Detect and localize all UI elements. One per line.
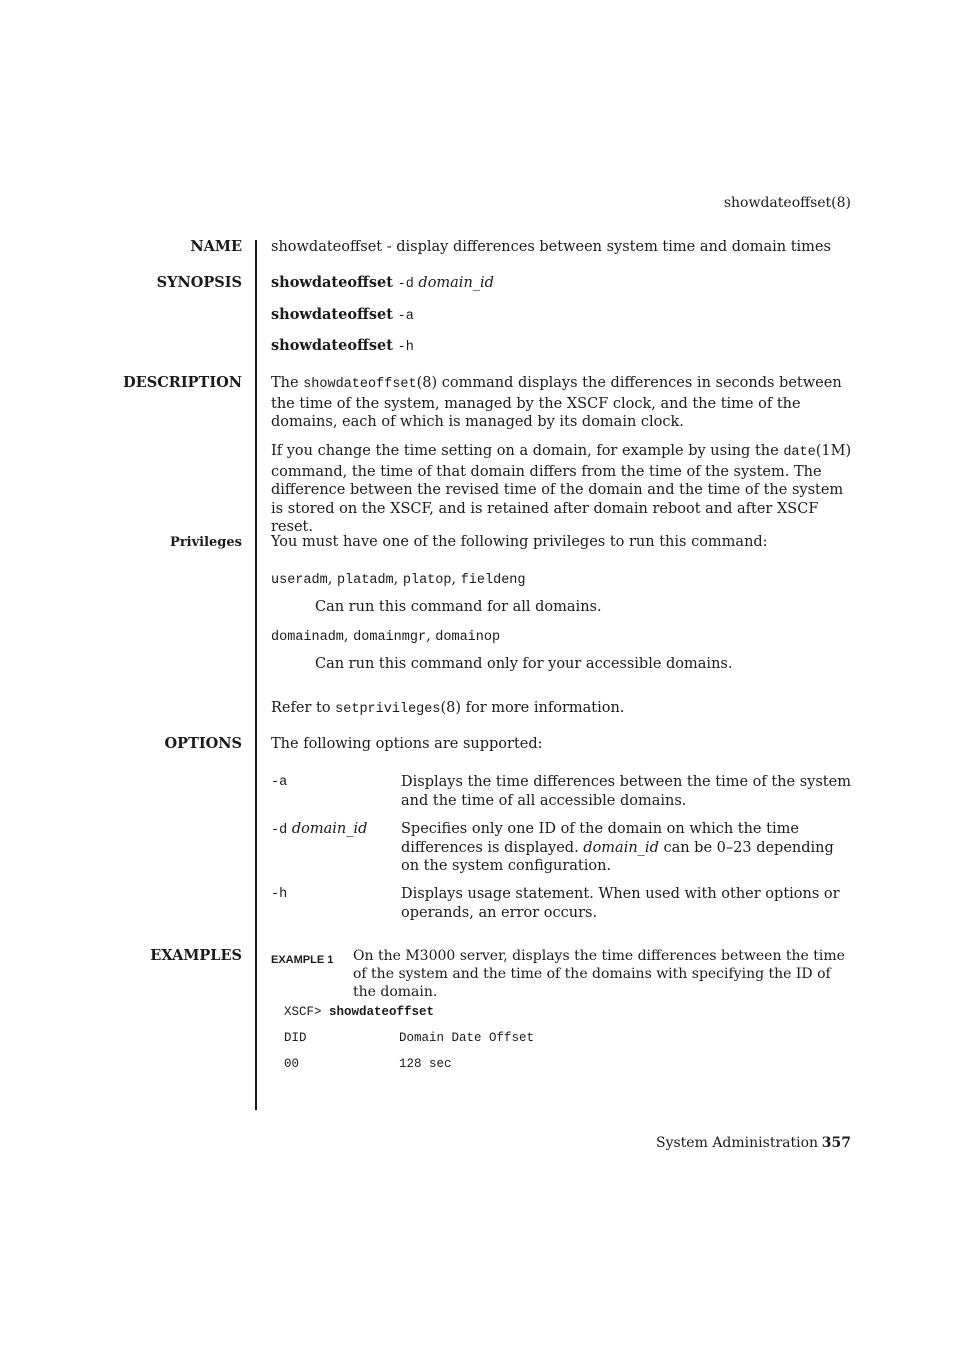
inline-code: setprivileges bbox=[335, 702, 441, 717]
subsection-heading-privileges: Privileges bbox=[170, 535, 242, 550]
privileges-intro: You must have one of the following privileges to run this command: bbox=[271, 534, 768, 550]
text-run: (8) command displays the differences in seconds between the time of the system, managed by the XSCF clock, and the time of the domains, each of which is managed by its domain clock. bbox=[271, 375, 842, 430]
text-run: Specifies only one ID of the domain on which the time differences is displayed. bbox=[401, 821, 799, 856]
description-paragraph-1 bbox=[271, 374, 853, 432]
example-command: showdateoffset bbox=[329, 1005, 435, 1019]
privilege-group-1-description: Can run this command for all domains. bbox=[315, 599, 602, 615]
option-flag-h: -h bbox=[271, 887, 288, 902]
text-run: (1M) command, the time of that domain differs from the time of the system. The difference between the revised time of the domain and the time of the system is stored on the XSCF, and is retained after domain reboot and after XSCF reset. bbox=[271, 443, 852, 535]
running-header: showdateoffset(8) bbox=[723, 195, 851, 211]
privilege-name: platadm bbox=[336, 573, 394, 588]
text-run: The bbox=[271, 375, 304, 391]
section-heading-name: NAME bbox=[190, 238, 242, 255]
prompt: XSCF> bbox=[284, 1005, 330, 1019]
inline-code: showdateoffset bbox=[303, 377, 417, 392]
text-run: (8) for more information. bbox=[440, 700, 625, 716]
privilege-group-2-description: Can run this command only for your accessible domains. bbox=[315, 656, 733, 672]
synopsis-option: -h bbox=[397, 340, 414, 355]
output-value-did: 00 bbox=[284, 1057, 300, 1071]
privilege-name: domainop bbox=[435, 630, 501, 645]
inline-code: date bbox=[783, 445, 816, 460]
synopsis-line-2 bbox=[271, 306, 853, 327]
output-header-did: DID bbox=[284, 1031, 307, 1045]
page-number: 357 bbox=[821, 1135, 851, 1151]
option-flag: -d bbox=[271, 823, 288, 838]
option-description-a: Displays the time differences between the time of the system and the time of all accessible domains. bbox=[401, 774, 851, 809]
output-value-offset: 128 sec bbox=[399, 1057, 452, 1071]
option-flag-d bbox=[271, 820, 367, 841]
privilege-name: platop bbox=[402, 573, 452, 588]
text-run: If you change the time setting on a domain, for example by using the bbox=[271, 443, 784, 459]
section-heading-examples: EXAMPLES bbox=[150, 947, 242, 964]
privileges-refer bbox=[271, 699, 853, 720]
synopsis-argument: domain_id bbox=[418, 275, 494, 291]
synopsis-command: showdateoffset bbox=[271, 274, 393, 291]
section-heading-synopsis: SYNOPSIS bbox=[156, 274, 242, 291]
synopsis-option: -a bbox=[397, 309, 414, 324]
name-text: showdateoffset - display differences between system time and domain times bbox=[271, 239, 831, 255]
privilege-name: domainmgr bbox=[353, 630, 427, 645]
option-description-d bbox=[401, 820, 853, 876]
option-argument: domain_id bbox=[583, 839, 659, 856]
synopsis-option: -d bbox=[397, 277, 414, 292]
output-header-offset: Domain Date Offset bbox=[399, 1031, 535, 1045]
option-flag-a: -a bbox=[271, 775, 288, 790]
example-description: On the M3000 server, displays the time differences between the time of the system and the time of the domains with specifying the ID of the domain. bbox=[353, 948, 845, 1000]
text-run: can be 0–23 depending on the system configuration. bbox=[401, 839, 834, 874]
option-argument: domain_id bbox=[291, 821, 368, 837]
example-label: EXAMPLE 1 bbox=[271, 954, 334, 966]
synopsis-line-3 bbox=[271, 337, 853, 358]
synopsis-line-1 bbox=[271, 274, 853, 295]
section-heading-options: OPTIONS bbox=[164, 735, 242, 752]
privilege-group-2: domainadm, domainmgr, domainop bbox=[271, 628, 501, 645]
option-description-h: Displays usage statement. When used with other options or operands, an error occurs. bbox=[401, 886, 840, 921]
privilege-name: fieldeng bbox=[460, 573, 526, 588]
privilege-group-1: useradm, platadm, platop, fieldeng bbox=[271, 571, 526, 588]
section-rule bbox=[255, 240, 257, 1110]
text-run: Refer to bbox=[271, 700, 336, 716]
options-intro: The following options are supported: bbox=[271, 736, 543, 752]
synopsis-command: showdateoffset bbox=[271, 306, 393, 323]
privilege-name: domainadm bbox=[271, 630, 344, 645]
section-heading-description: DESCRIPTION bbox=[123, 374, 242, 391]
example-command-line bbox=[284, 1003, 434, 1022]
synopsis-command: showdateoffset bbox=[271, 337, 393, 354]
footer-book-title: System Administration bbox=[656, 1135, 819, 1151]
privilege-name: useradm bbox=[271, 573, 328, 588]
description-paragraph-2 bbox=[271, 442, 853, 537]
